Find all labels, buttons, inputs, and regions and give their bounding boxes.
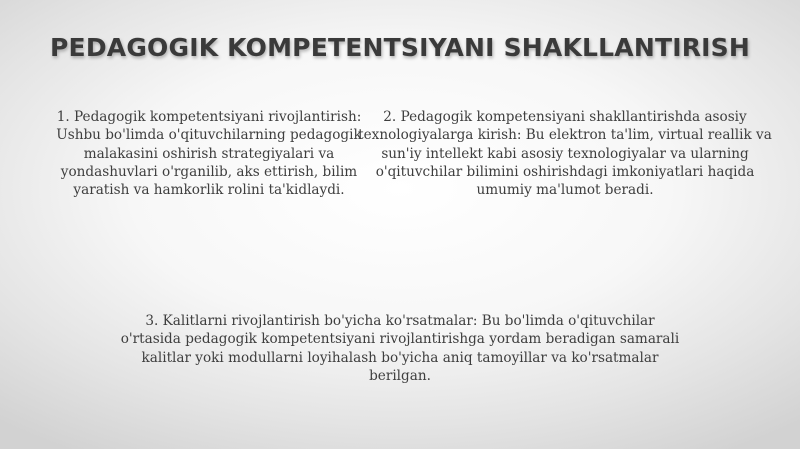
section-2-text: 2. Pedagogik kompetensiyani shakllantirishda asosiy texnologiyalarga kirish: Bu elektron ta'lim, virtual reallik va sun'iy intellekt kabi asosiy texnologiyalar va ularning o'qituvchilar bilimini oshirishdagi imkoniyatlari haqida umumiy ma'lumot beradi. bbox=[358, 109, 772, 199]
slide-title: PEDAGOGIK KOMPETENTSIYANI SHAKLLANTIRISH bbox=[50, 33, 750, 62]
section-3-text: 3. Kalitlarni rivojlantirish bo'yicha ko'rsatmalar: Bu bo'limda o'qituvchilar o'rtasida pedagogik kompetentsiyani rivojlantirishga yordam beradigan samarali kalitlar yoki modullarni loyihalash bo'yicha aniq tamoyillar va ko'rsatmalar berilgan. bbox=[120, 313, 680, 384]
section-1-text: 1. Pedagogik kompetentsiyani rivojlantirish: Ushbu bo'limda o'qituvchilarning pedagogik malakasini oshirish strategiyalari va yondashuvlari o'rganilib, aks ettirish, bilim yaratish va hamkorlik rolini ta'kidlaydi. bbox=[56, 109, 362, 199]
